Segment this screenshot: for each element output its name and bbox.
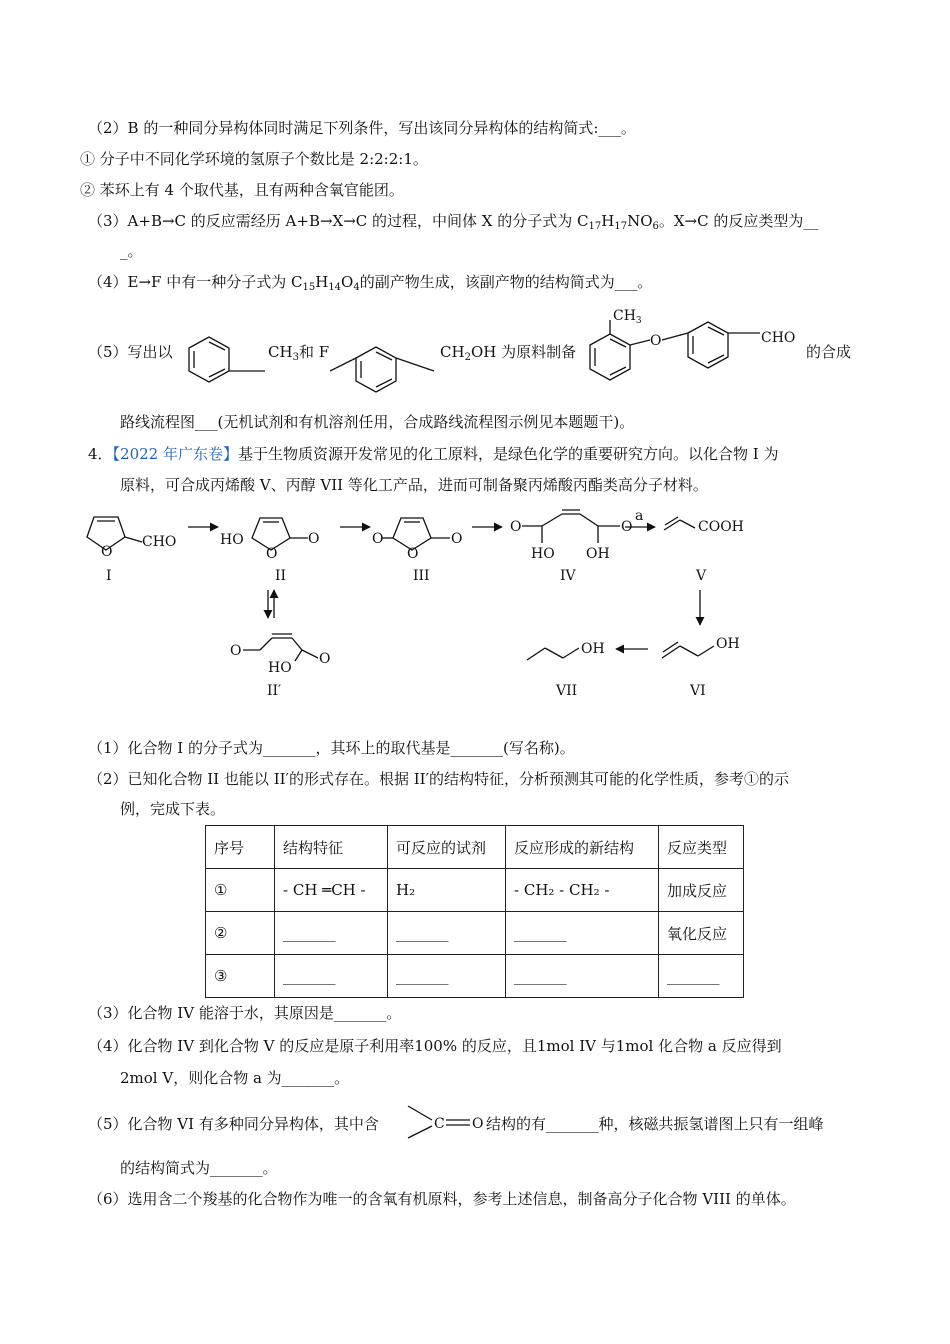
p-methylbenzyl-structure xyxy=(330,328,440,398)
subq3: （3）化合物 IV 能溶于水，其原因是_______。 xyxy=(88,1004,402,1022)
q4-part1: （4）E→F 中有一种分子式为 C xyxy=(88,273,303,291)
subq2-line1: （2）已知化合物 II 也能以 II′的形式存在。根据 II′的结构特征，分析预测其可能的化学性质，参考①的示 xyxy=(88,770,789,788)
q5-oh-tail: OH 为原料制备 xyxy=(470,343,577,361)
label-I: I xyxy=(106,568,112,584)
compound-VI-oh: OH xyxy=(716,636,740,652)
table-cell: _______ xyxy=(506,912,659,955)
compound-VI xyxy=(662,636,740,699)
q4-sub3: 4 xyxy=(353,282,360,293)
table-header: 可反应的试剂 xyxy=(388,826,506,869)
table-row xyxy=(206,912,744,955)
table-header: 结构特征 xyxy=(275,826,388,869)
q5-suffix: 的合成 xyxy=(806,343,852,361)
condition-2: ② 苯环上有 4 个取代基，且有两种含氧官能团。 xyxy=(80,181,404,199)
q5-ch2-sub: 2 xyxy=(464,352,471,363)
q3-sub3: 6 xyxy=(652,221,659,232)
problem4-intro xyxy=(88,444,778,464)
compound-IIprime-ho: HO xyxy=(268,660,292,676)
target-diaryl-ether-structure xyxy=(580,300,805,400)
properties-table xyxy=(205,825,744,998)
q3-text xyxy=(88,211,818,237)
compound-II-carbonyl-o: O xyxy=(308,531,320,547)
table-cell: 加成反应 xyxy=(659,869,744,912)
compound-I-cho: CHO xyxy=(142,534,177,550)
q4-sub1: 15 xyxy=(302,282,316,293)
compound-II-ho: HO xyxy=(220,532,244,548)
q3-sub2: 17 xyxy=(614,221,628,232)
compound-II-prime xyxy=(230,634,330,699)
q3-sub1: 17 xyxy=(588,221,602,232)
subq5-line2: 的结构简式为_______。 xyxy=(120,1159,278,1177)
problem4-intro-line2: 原料，可合成丙烯酸 V、丙醇 VII 等化工产品，进而可制备聚丙烯酸丙酯类高分子材料。 xyxy=(120,476,708,494)
q5-ch3-sub: 3 xyxy=(292,352,299,363)
label-III: III xyxy=(413,568,430,584)
compound-III-right-o: O xyxy=(451,531,463,547)
q3-part2: 。X→C 的反应类型为__ xyxy=(658,212,819,230)
table-cell: 氧化反应 xyxy=(659,912,744,955)
table-cell: ③ xyxy=(206,955,275,998)
problem-number: 4． xyxy=(88,445,113,463)
table-cell: _______ xyxy=(659,955,744,998)
compound-V xyxy=(664,517,744,584)
carbonyl-c: C xyxy=(434,1116,445,1132)
q5-ch2oh xyxy=(440,342,576,368)
table-cell: ① xyxy=(206,869,275,912)
compound-IV-right-o: O xyxy=(621,519,633,535)
compound-IV-oh: OH xyxy=(586,546,610,562)
subq5-part1: （5）化合物 VI 有多种同分异构体，其中含 xyxy=(88,1115,379,1133)
compound-I xyxy=(87,517,176,584)
table-cell: H₂ xyxy=(388,869,506,912)
table-header: 反应形成的新结构 xyxy=(506,826,659,869)
q3-continuation: _。 xyxy=(120,242,143,260)
compound-IIprime-o: O xyxy=(230,643,242,659)
table-cell: _______ xyxy=(275,955,388,998)
table-cell: - CH₂ - CH₂ - xyxy=(506,869,659,912)
compound-IV-ho: HO xyxy=(531,546,555,562)
subq4-line1: （4）化合物 IV 到化合物 V 的反应是原子利用率100% 的反应，且1mol IV 与1mol 化合物 a 反应得到 xyxy=(88,1037,782,1055)
q5-ch3: CH xyxy=(268,343,293,361)
target-ch3: $CH_3$ xyxy=(613,308,642,326)
q5-ch3-and-f xyxy=(268,342,329,368)
label-VI: VI xyxy=(690,683,706,699)
compound-IV xyxy=(510,510,632,584)
label-IV: IV xyxy=(560,568,576,584)
compound-VII-oh: OH xyxy=(581,641,605,657)
carbonyl-structure xyxy=(400,1100,490,1146)
label-VII: VII xyxy=(556,683,578,699)
target-cho: CHO xyxy=(761,330,796,346)
table-header: 序号 xyxy=(206,826,275,869)
q3-h: H xyxy=(601,212,615,230)
q4-o: O xyxy=(341,273,354,291)
q4-sub2: 14 xyxy=(328,282,342,293)
q3-part1: （3）A+B→C 的反应需经历 A+B→X→C 的过程，中间体 X 的分子式为 C xyxy=(88,212,589,230)
table-cell: _______ xyxy=(388,955,506,998)
condition-1: ① 分子中不同化学环境的氢原子个数比是 2:2:2:1。 xyxy=(80,150,428,168)
q4-part2: 的副产物生成，该副产物的结构简式为___。 xyxy=(359,273,653,291)
compound-III xyxy=(372,518,462,584)
table-row xyxy=(206,869,744,912)
subq1: （1）化合物 I 的分子式为_______，其环上的取代基是_______(写名称)。 xyxy=(88,739,575,757)
q4-text xyxy=(88,272,652,298)
table-header-row xyxy=(206,826,744,869)
target-ether-o: O xyxy=(650,333,662,349)
q5-line2: 路线流程图___(无机试剂和有机溶剂任用，合成路线流程图示例见本题题干)。 xyxy=(120,413,635,431)
table-cell: _______ xyxy=(388,912,506,955)
q5-and-f: 和 F xyxy=(298,343,330,361)
carbonyl-o: O xyxy=(472,1116,484,1132)
table-cell: _______ xyxy=(506,955,659,998)
compound-III-left-o: O xyxy=(372,531,384,547)
compound-V-cooh: COOH xyxy=(698,519,744,535)
reagent-a: a xyxy=(635,508,644,524)
compound-IIprime-carbonyl-o: O xyxy=(319,651,331,667)
table-cell: - CH ═CH - xyxy=(275,869,388,912)
compound-III-ring-o: O xyxy=(407,546,419,562)
subq2-line2: 例，完成下表。 xyxy=(120,800,226,818)
table-row xyxy=(206,955,744,998)
label-IIprime: II′ xyxy=(267,683,282,699)
problem-source: 【2022 年广东卷】 xyxy=(112,445,238,463)
subq6: （6）选用含二个羧基的化合物作为唯一的含氧有机原料，参考上述信息，制备高分子化合物 VIII 的单体。 xyxy=(88,1190,796,1208)
compound-VII xyxy=(527,641,605,699)
subq5-part2: 结构的有_______种，核磁共振氢谱图上只有一组峰 xyxy=(486,1115,824,1133)
problem-text1: 基于生物质资源开发常见的化工原料，是绿色化学的重要研究方向。以化合物 I 为 xyxy=(238,445,779,463)
compound-IV-left-o: O xyxy=(510,519,522,535)
table-header: 反应类型 xyxy=(659,826,744,869)
table-cell: ② xyxy=(206,912,275,955)
compound-II xyxy=(220,518,319,584)
q4-h: H xyxy=(315,273,329,291)
q5-ch2: CH xyxy=(440,343,465,361)
q2-text: （2）B 的一种同分异构体同时满足下列条件，写出该同分异构体的结构简式:___。 xyxy=(88,119,636,137)
q5-prefix: （5）写出以 xyxy=(88,343,173,361)
compound-I-ring-o: O xyxy=(101,544,113,560)
compound-II-ring-o: O xyxy=(266,546,278,562)
reaction-scheme xyxy=(80,500,880,705)
toluene-structure xyxy=(175,328,270,398)
label-II: II xyxy=(275,568,287,584)
subq4-line2: 2mol V，则化合物 a 为_______。 xyxy=(120,1069,350,1087)
table-cell: _______ xyxy=(275,912,388,955)
label-V: V xyxy=(696,568,707,584)
q3-no: NO xyxy=(627,212,653,230)
